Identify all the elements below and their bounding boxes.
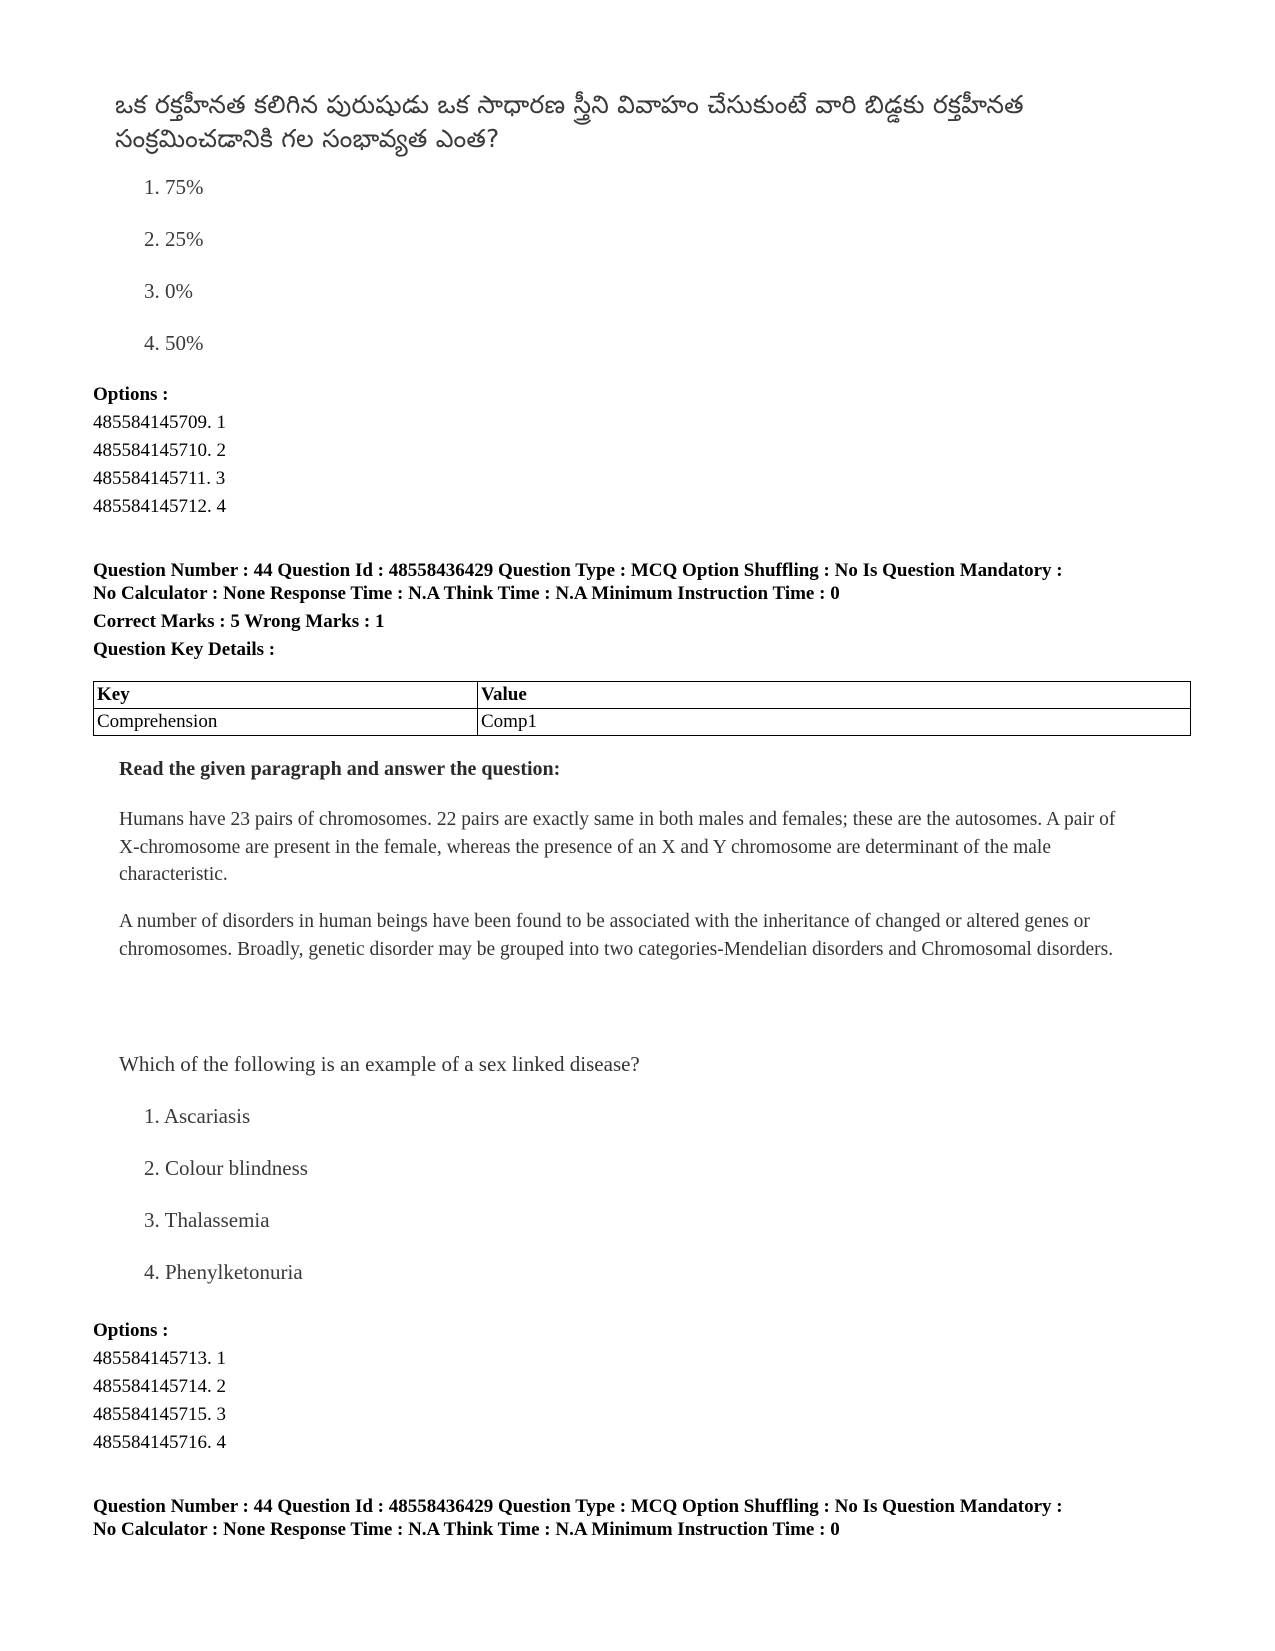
choice-4: 4. 50% [144,331,204,355]
telugu-question-text: ఒక రక్తహీనత కలిగిన పురుషుడు ఒక సాధారణ స్త్రీని వివాహం చేసుకుంటే వారి బిడ్డకు రక్తహీనత సంక్రమించడానికి గల సంభావ్యత ఎంత? [115,90,1024,153]
table-cell-value: Comp1 [478,709,1191,736]
option-id-1: 485584145713. 1 [93,1348,226,1369]
choice-2: 2. Colour blindness [144,1156,308,1180]
options-label: Options : [93,384,169,405]
choice-1: 1. Ascariasis [144,1104,251,1128]
choice-4: 4. Phenylketonuria [144,1260,303,1284]
question-header-line2: No Calculator : None Response Time : N.A Think Time : N.A Minimum Instruction Time : 0 [93,1519,840,1540]
question-header-line1: Question Number : 44 Question Id : 48558436429 Question Type : MCQ Option Shuffling : No Is Question Mandatory : [93,560,1063,581]
table-row [94,709,1191,736]
table-header-key: Key [94,682,478,709]
question-header-line1: Question Number : 44 Question Id : 48558436429 Question Type : MCQ Option Shuffling : No Is Question Mandatory : [93,1496,1063,1517]
choice-3: 3. Thalassemia [144,1208,270,1232]
key-details-table [93,681,1191,736]
option-id-1: 485584145709. 1 [93,412,226,433]
option-id-4: 485584145712. 4 [93,496,226,517]
options-label: Options : [93,1320,169,1341]
question-text: Which of the following is an example of a sex linked disease? [119,1052,640,1076]
option-id-3: 485584145715. 3 [93,1404,226,1425]
passage-title: Read the given paragraph and answer the question: [119,758,561,780]
passage-paragraph-1: Humans have 23 pairs of chromosomes. 22 pairs are exactly same in both males and females; these are the autosomes. A pair of X-chromosome are present in the female, whereas the presence of an X and Y chromosome are determinant of the male characteristic. [119,809,1116,885]
choice-1: 1. 75% [144,175,204,199]
table-header-row [94,682,1191,709]
table-cell-key: Comprehension [94,709,478,736]
option-id-2: 485584145710. 2 [93,440,226,461]
marks-line: Correct Marks : 5 Wrong Marks : 1 [93,611,385,632]
passage-paragraph-2: A number of disorders in human beings have been found to be associated with the inheritance of changed or altered genes or chromosomes. Broadly, genetic disorder may be grouped into two categories-Mendelian disorders and Chromosomal disorders. [119,911,1114,960]
option-id-3: 485584145711. 3 [93,468,226,489]
table-header-value: Value [478,682,1191,709]
key-details-label: Question Key Details : [93,639,276,660]
option-id-2: 485584145714. 2 [93,1376,226,1397]
option-id-4: 485584145716. 4 [93,1432,226,1453]
question-header-line2: No Calculator : None Response Time : N.A Think Time : N.A Minimum Instruction Time : 0 [93,583,840,604]
choice-3: 3. 0% [144,279,193,303]
choice-2: 2. 25% [144,227,204,251]
